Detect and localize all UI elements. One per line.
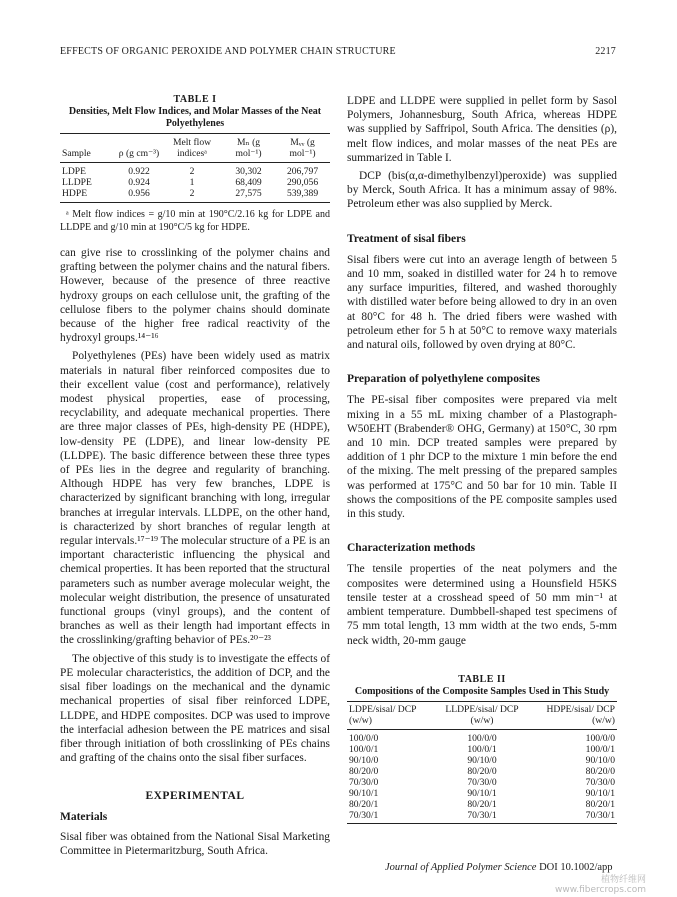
table-cell: 90/10/0 [585,754,615,766]
table-cell: 80/20/1 [467,798,497,810]
table-cell: 100/0/0 [585,732,615,744]
watermark [555,875,646,895]
table1-footnote: ᵃ Melt flow indices = g/10 min at 190°C/2.16 kg for LDPE and LLDPE and g/10 min at 190°C/5 kg for HDPE. [60,209,330,233]
table-cell: 100/0/1 [585,743,615,755]
table2-title: Compositions of the Composite Samples Used in This Study [354,685,610,697]
table-row [60,163,330,178]
table-row [60,188,330,203]
paragraph: Sisal fibers were cut into an average length of between 5 and 10 mm, soaked in distilled water for 24 h to remove any surface impurities, filtered, and washed thoroughly with distilled water before being allowed to dry in an oven at 80°C for 48 h. The dried fibers were washed with petroleum ether for 5 h at 50°C to remove waxy materials and natural oils, followed by oven drying at 80°C. [347,253,617,352]
table1-label: TABLE I [173,94,217,105]
table1-caption [60,94,330,130]
watermark-line: 植物纤维网 [600,875,646,885]
table-cell: 30,302 [235,166,262,177]
table-cell: LDPE [62,166,86,177]
running-head [60,46,616,57]
table-row [347,744,617,755]
table-cell: 100/0/0 [349,732,379,744]
table-row [347,810,617,824]
table-cell: 90/10/0 [467,754,497,766]
table-cell: LLDPE [62,177,92,188]
table-cell: 70/30/0 [349,776,379,788]
running-title: EFFECTS OF ORGANIC PEROXIDE AND POLYMER CHAIN STRUCTURE [60,46,396,57]
paragraph: DCP (bis(α,α-dimethylbenzyl)peroxide) was supplied by Merck, South Africa. It has a minimum assay of 98%. Petroleum ether was also supplied by Merck. [347,170,617,211]
left-column [60,94,330,858]
table-row [347,777,617,788]
table-cell: 206,797 [286,166,319,177]
table1-header: Mₙ (g mol⁻¹) [222,134,275,163]
doi: DOI 10.1002/app [539,862,613,873]
table2 [347,701,617,824]
table-row [347,729,617,744]
table-cell: 100/0/1 [467,743,497,755]
paragraph: The objective of this study is to investigate the effects of PE molecular characteristics, the addition of DCP, and the sisal fiber loadings on the mechanical and the dynamic mechanical properties of sisal fiber reinforced LDPE, LLDPE, and HDPE composites. DCP was used to improve the interfacial adhesion between the PE matrices and sisal fiber through initiation of both crosslinking of PEs chains and grafting of the chains onto the sisal fiber surfaces. [60,652,330,765]
table-cell: 0.922 [128,166,150,177]
table-cell: 90/10/1 [585,787,615,799]
subsection-heading-preparation: Preparation of polyethylene composites [347,373,541,386]
table-cell: 70/30/1 [585,809,615,821]
paragraph: The PE-sisal fiber composites were prepared via melt mixing in a 55 mL mixing chamber of a Plastograph-W50EHT (Brabender® OHG, Germany) at 150°C, 30 rpm and 10 min. DCP treated samples were prepared by addition of 1 phr DCP to the mixture 1 min before the end of the mixing. The melt pressing of the prepared samples was performed at 175°C and 50 bar for 10 min. Table II shows the compositions of the PE composite samples used in this study. [347,394,617,521]
table-cell: 90/10/1 [349,787,379,799]
table-cell: 70/30/0 [585,776,615,788]
subsection-heading-materials: Materials [60,810,108,823]
table1-title: Densities, Melt Flow Indices, and Molar Masses of the Neat Polyethylenes [68,106,322,129]
table-cell: 70/30/1 [349,809,379,821]
paragraph: LDPE and LLDPE were supplied in pellet form by Sasol Polymers, Johannesburg, South Africa, whereas HDPE was supplied by Saffripol, South Africa. The densities (ρ), melt flow indices, and molar masses of the neat PEs are summarized in Table I. [347,95,617,164]
paragraph: The tensile properties of the neat polymers and the composites were determined using a Hounsfield H5KS tensile tester at a crosshead speed of 50 mm min⁻¹ at ambient temperature. Dumbbell-shaped test specimens of 75 mm total length, 13 mm width at the two ends, 5-mm neck width, 20-mm gauge [347,563,617,647]
table2-header: LLDPE/sisal/ DCP (w/w) [436,701,528,729]
table-cell: 80/20/0 [467,765,497,777]
table2-header: HDPE/sisal/ DCP (w/w) [528,701,617,729]
watermark-url: www.fibercrops.com [555,885,646,895]
right-column [347,94,617,824]
table1 [60,133,330,203]
table-cell: 80/20/0 [585,765,615,777]
table-cell: 90/10/1 [467,787,497,799]
table-cell: 290,056 [286,177,319,188]
table-cell: 70/30/0 [467,776,497,788]
paragraph: Sisal fiber was obtained from the National Sisal Marketing Committee in Pietermaritzburg, South Africa. [60,830,330,857]
table-cell: 100/0/1 [349,743,379,755]
table-row [347,755,617,766]
table1-header: ρ (g cm⁻³) [116,134,162,163]
subsection-heading-characterization: Characterization methods [347,542,476,555]
table-cell: 80/20/1 [585,798,615,810]
table1-header: Melt flow indicesᵃ [162,134,222,163]
table-row [347,788,617,799]
table-cell: HDPE [62,188,88,199]
table-cell: 90/10/0 [349,754,379,766]
journal-name: Journal of Applied Polymer Science [385,862,537,873]
table2-label: TABLE II [458,673,506,685]
page-footer [385,862,613,873]
table-row [347,799,617,810]
table-cell: 80/20/1 [349,798,379,810]
table2-header: LDPE/sisal/ DCP (w/w) [347,701,436,729]
table-cell: 80/20/0 [349,765,379,777]
table2-caption [347,674,617,698]
table-row [347,766,617,777]
table-cell: 27,575 [235,188,262,199]
table-cell: 100/0/0 [467,732,497,744]
table2-header-row [347,701,617,729]
section-heading-experimental: EXPERIMENTAL [145,790,245,803]
page-number: 2217 [595,46,616,57]
table1-header: Sample [60,134,116,163]
table-cell: 0.956 [128,188,150,199]
table-cell: 2 [189,188,195,199]
table-cell: 1 [189,177,195,188]
table-cell: 70/30/1 [467,809,497,821]
table1-header-row [60,134,330,163]
paragraph: Polyethylenes (PEs) have been widely used as matrix materials in natural fiber reinforced composites due to their excellent value (cost and performance), relatively modest physical properties, ease of processing, recyclability, and adequate mechanical properties. There are three major classes of PEs, high-density PE (HDPE), low-density PE (LDPE), and linear low-density PE (LLDPE). The basic difference between these three types of PEs lies in the degree and regularity of branching. Although HDPE has very few branches, LDPE is characterized by significant branching with long, irregular branches at irregular intervals. LLDPE, on the other hand, is characterized by short branches of regular length at regular intervals.¹⁷⁻¹⁹ The molecular structure of a PE is an important characteristic influencing the physical and chemical properties. It has been reported that the structural parameters such as number average molecular weight, the molecular weight distribution, the presence of unsaturated functional groups (vinyl groups), and the content of branches as well as their length had important effects in the crosslinking/grafting behavior of PEs.²⁰⁻²³ [60,350,330,647]
paragraph: can give rise to crosslinking of the polymer chains and grafting between the polymer chains and the natural fibers. However, because of the presence of three reactive hydroxy groups on each cellulose unit, the grafting of the cellulose fibers to the polymer chains should dominate because of the higher free radical reactivity of the hydroxyl groups.¹⁴⁻¹⁶ [60,247,330,345]
table-cell: 2 [189,166,195,177]
table-cell: 539,389 [286,188,319,199]
table-row [60,177,330,188]
table-cell: 68,409 [235,177,262,188]
table-cell: 0.924 [128,177,150,188]
table1-header: Mᵥᵥ (g mol⁻¹) [275,134,330,163]
subsection-heading-treatment: Treatment of sisal fibers [347,232,466,245]
